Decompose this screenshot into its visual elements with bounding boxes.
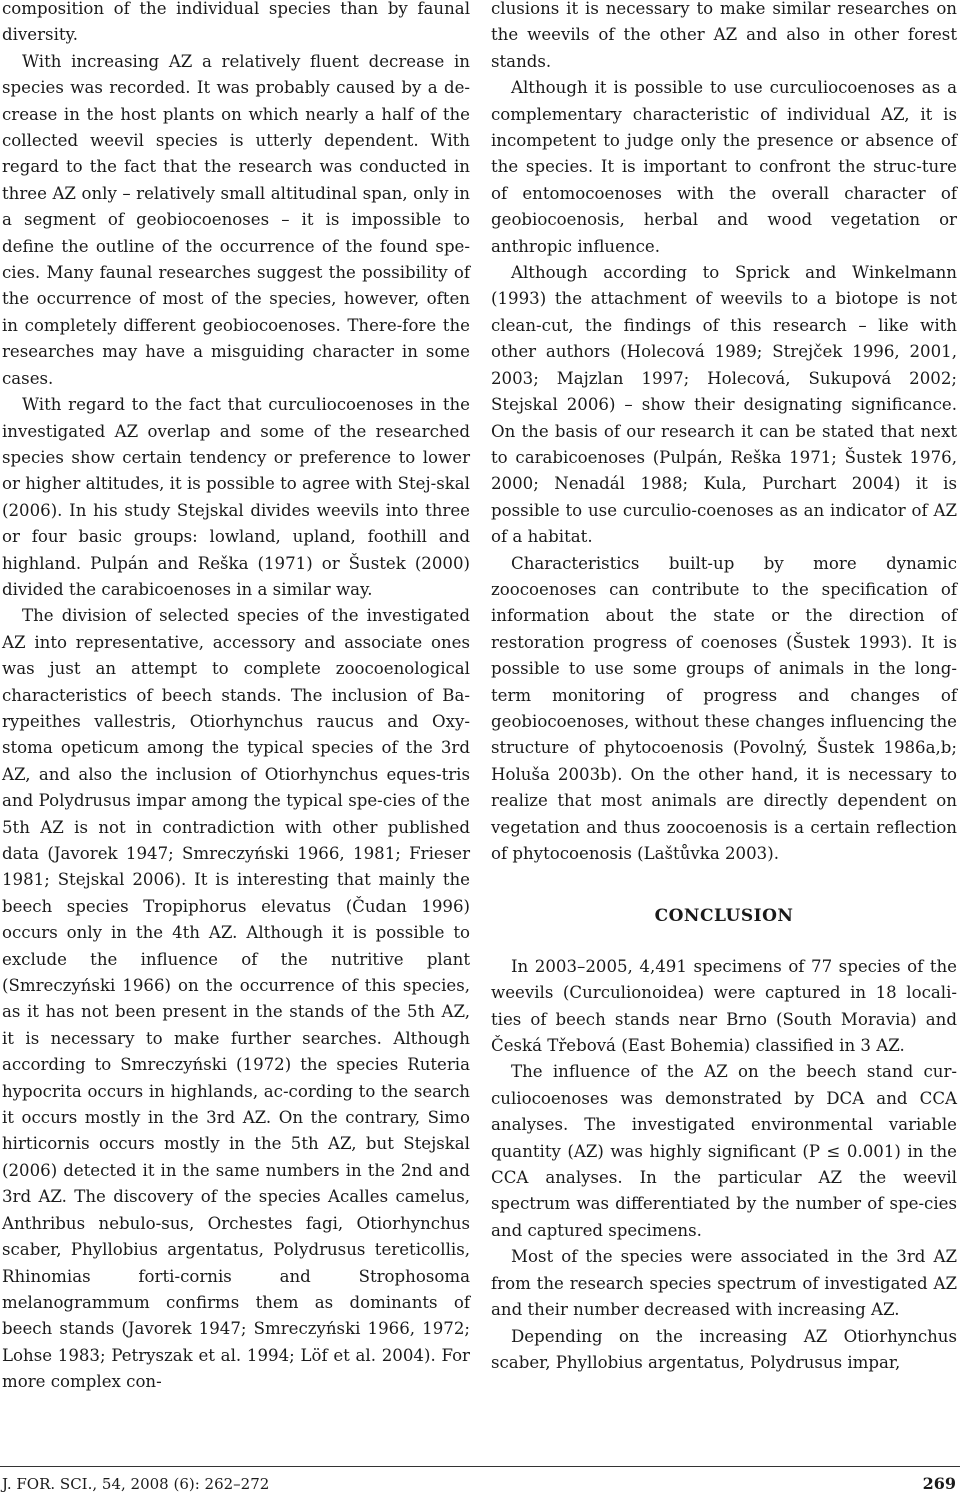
paragraph-left-4: The division of selected species of the investigated AZ into representative, accessory and associate ones was just an attempt to complete zoocoenological characteristics of beech stands. The inclusion of Ba-rypeithes vallestris, Otiorhynchus raucus and Oxy-stoma opeticum among the typical species of the 3rd AZ, and also the inclusion of Otiorhynchus eques-tris and Polydrusus impar among the typical spe-cies of the 5th AZ is not in contradiction with other published data (Javorek 1947; Smreczyński 1966, 1981; Frieser 1981; Stejskal 2006). It is interesting that mainly the beech species Tropiphorus elevatus (Čudan 1996) occurs only in the 4th AZ. Although it is possible to exclude the influence of the nutritive plant (Smreczyński 1966) on the occurrence of this species, as it has not been present in the stands of the 5th AZ, it is necessary to make further searches. Although according to Smreczyński (1972) the species Ruteria hypocrita occurs in highlands, ac-cording to the search it occurs mostly in the 3rd AZ. On the contrary, Simo hirticornis occurs mostly in the 5th AZ, but Stejskal (2006) detected it in the same numbers in the 2nd and 3rd AZ. The discovery of the species Acalles camelus, Anthribus nebulo-sus, Orchestes fagi, Otiorhynchus scaber, Phyllobius argentatus, Polydrusus tereticollis, Rhinomias forti-cornis and Strophosoma melanogrammum confirms them as dominants of beech stands (Javorek 1947; Smreczyński 1966, 1972; Lohse 1983; Petryszak et al. 1994; Löf et al. 2004). For more complex con- <box>2 606 470 1392</box>
right-column <box>491 0 957 1376</box>
paragraph-right-1: clusions it is necessary to make similar researches on the weevils of the other AZ and also in other forest stands. <box>491 0 957 71</box>
conclusion-paragraph-3: Most of the species were associated in the 3rd AZ from the research species spectrum of investigated AZ and their number decreased with increasing AZ. <box>491 1247 957 1320</box>
section-heading-conclusion: CONCLUSION <box>654 906 794 927</box>
left-column <box>2 0 470 1396</box>
page-footer <box>0 1466 960 1501</box>
paragraph-left-1: composition of the individual species than by faunal diversity. <box>2 0 470 45</box>
journal-citation: J. FOR. SCI., 54, 2008 (6): 262–272 <box>2 1475 270 1493</box>
page-number: 269 <box>922 1474 956 1493</box>
paragraph-right-4: Characteristics built-up by more dynamic zoocoenoses can contribute to the specification of information about the state or the direction of restoration progress of coenoses (Šustek 1993). It is possible to use some groups of animals in the long-term monitoring of progress and changes of geobiocoenoses, without these changes influencing the structure of phytocoenosis (Povolný, Šustek 1986a,b; Holuša 2003b). On the other hand, it is necessary to realize that most animals are directly dependent on vegetation and thus zoocoenosis is a certain reflection of phytocoenosis (Laštůvka 2003). <box>491 553 957 863</box>
conclusion-paragraph-4: Depending on the increasing AZ Otiorhynchus scaber, Phyllobius argentatus, Polydrusus impar, <box>491 1326 957 1372</box>
conclusion-paragraph-1: In 2003–2005, 4,491 specimens of 77 species of the weevils (Curculionoidea) were captured in 18 locali-ties of beech stands near Brno (South Moravia) and Česká Třebová (East Bohemia) classified in 3 AZ. <box>491 956 957 1056</box>
paragraph-left-2: With increasing AZ a relatively fluent decrease in species was recorded. It was probably caused by a de-crease in the host plants on which nearly a half of the collected weevil species is utterly dependent. With regard to the fact that the research was conducted in three AZ only – relatively small altitudinal span, only in a segment of geobiocoenoses – it is impossible to define the outline of the occurrence of the found spe-cies. Many faunal researches suggest the possibility of the occurrence of most of the species, however, often in completely different geobiocoenoses. There-fore the researches may have a misguiding character in some cases. <box>2 51 470 388</box>
conclusion-paragraph-2: The influence of the AZ on the beech stand cur-culiocoenoses was demonstrated by DCA and CCA analyses. The investigated environmental variable quantity (AZ) was highly significant (P ≤ 0.001) in the CCA analyses. In the particular AZ the weevil spectrum was differentiated by the number of spe-cies and captured specimens. <box>491 1062 957 1240</box>
paragraph-right-3: Although according to Sprick and Winkelmann (1993) the attachment of weevils to a biotope is not clean-cut, the findings of this research – like with other authors (Holecová 1989; Strejček 1996, 2001, 2003; Majzlan 1997; Holecová, Sukupová 2002; Stejskal 2006) – show their designating significance. On the basis of our research it can be stated that next to carabicoenoses (Pulpán, Reška 1971; Šustek 1976, 2000; Nenadál 1988; Kula, Purchart 2004) it is possible to use curculio-coenoses as an indicator of AZ of a habitat. <box>491 263 957 547</box>
paragraph-right-2: Although it is possible to use curculiocoenoses as a complementary characteristic of individual AZ, it is incompetent to judge only the presence or absence of the species. It is important to confront the struc-ture of entomocoenoses with the overall character of geobiocoenosis, herbal and wood vegetation or anthropic influence. <box>491 78 957 256</box>
paragraph-left-3: With regard to the fact that curculiocoenoses in the investigated AZ overlap and some of the researched species show certain tendency or preference to lower or higher altitudes, it is possible to agree with Stej-skal (2006). In his study Stejskal divides weevils into three or four basic groups: lowland, upland, foothill and highland. Pulpán and Reška (1971) or Šustek (2000) divided the carabicoenoses in a similar way. <box>2 395 470 599</box>
